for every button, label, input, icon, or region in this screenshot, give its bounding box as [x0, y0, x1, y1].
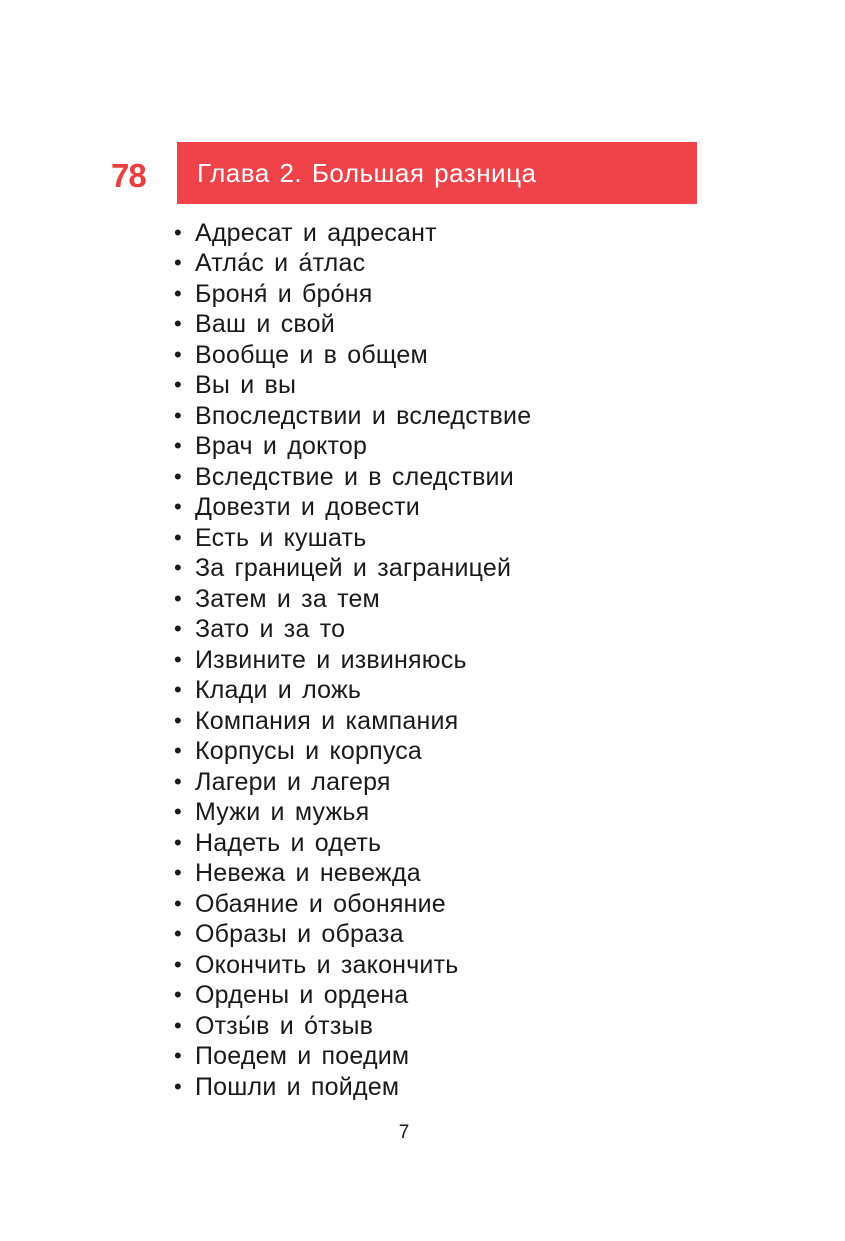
toc-item	[174, 675, 531, 705]
bullet-icon: •	[174, 372, 182, 398]
bullet-icon: •	[174, 250, 182, 276]
toc-item-label: Лагери и лагеря	[195, 767, 391, 796]
bullet-icon: •	[174, 220, 182, 245]
toc-item	[174, 889, 531, 919]
toc-item	[174, 919, 531, 949]
toc-item	[174, 340, 531, 370]
bullet-icon: •	[174, 768, 182, 794]
toc-item	[174, 279, 531, 309]
chapter-title: Глава 2. Большая разница	[197, 158, 537, 188]
toc-item-label: Ордены и ордена	[195, 981, 409, 1010]
toc-item	[174, 645, 531, 675]
bullet-icon: •	[174, 341, 182, 367]
toc-item	[174, 1041, 531, 1071]
toc-item	[174, 767, 531, 797]
bullet-icon: •	[174, 616, 182, 642]
toc-item-label: Затем и за тем	[195, 584, 380, 613]
bullet-icon: •	[174, 433, 182, 459]
toc-item	[174, 248, 531, 278]
bullet-icon: •	[174, 677, 182, 703]
toc-item-label: Корпусы и корпуса	[195, 737, 423, 766]
toc-item-label: Компания и кампания	[195, 706, 459, 735]
bullet-icon: •	[174, 494, 182, 520]
bullet-icon: •	[174, 860, 182, 886]
toc-item	[174, 309, 531, 339]
toc-item-label: Броня́ и бро́ня	[195, 279, 373, 308]
toc-item-label: Ваш и свой	[195, 310, 335, 339]
toc-item	[174, 523, 531, 553]
toc-item	[174, 370, 531, 400]
toc-item	[174, 218, 531, 248]
bullet-icon: •	[174, 280, 182, 306]
toc-item-label: Мужи и мужья	[195, 798, 370, 827]
toc-item	[174, 706, 531, 736]
toc-item-label: Вообще и в общем	[195, 340, 428, 369]
toc-item	[174, 950, 531, 980]
bullet-icon: •	[174, 555, 182, 581]
bullet-icon: •	[174, 890, 182, 916]
bullet-icon: •	[174, 707, 182, 733]
bullet-icon: •	[174, 311, 182, 337]
toc-item-label: Поедем и поедим	[195, 1042, 410, 1071]
bullet-icon: •	[174, 951, 182, 977]
toc-item-label: Впоследствии и вследствие	[195, 401, 532, 430]
bullet-icon: •	[174, 982, 182, 1008]
toc-item	[174, 492, 531, 522]
bullet-icon: •	[174, 1073, 182, 1099]
toc-list	[174, 218, 531, 1102]
toc-item	[174, 401, 531, 431]
toc-item-label: Есть и кушать	[195, 523, 367, 552]
toc-item	[174, 736, 531, 766]
bullet-icon: •	[174, 463, 182, 489]
toc-item-label: Вы и вы	[195, 371, 297, 400]
bullet-icon: •	[174, 524, 182, 550]
toc-item	[174, 1072, 531, 1102]
bullet-icon: •	[174, 1043, 182, 1069]
toc-item	[174, 553, 531, 583]
toc-item-label: За границей и заграницей	[195, 554, 512, 583]
chapter-number: 78	[111, 157, 146, 194]
bullet-icon: •	[174, 585, 182, 611]
toc-item	[174, 431, 531, 461]
toc-item-label: Надеть и одеть	[195, 828, 382, 857]
toc-item-label: Довезти и довести	[195, 493, 420, 522]
toc-item-label: Обаяние и обоняние	[195, 889, 446, 918]
bullet-icon: •	[174, 1012, 182, 1038]
toc-item	[174, 980, 531, 1010]
page-number: 7	[398, 1122, 410, 1143]
bullet-icon: •	[174, 738, 182, 764]
toc-item-label: Невежа и невежда	[195, 859, 421, 888]
toc-item	[174, 797, 531, 827]
toc-item	[174, 584, 531, 614]
toc-item-label: Извините и извиняюсь	[195, 645, 467, 674]
toc-item-label: Зато и за то	[195, 615, 346, 644]
bullet-icon: •	[174, 829, 182, 855]
bullet-icon: •	[174, 799, 182, 825]
toc-item	[174, 858, 531, 888]
toc-item-label: Клади и ложь	[195, 676, 362, 705]
toc-item-label: Образы и образа	[195, 920, 404, 949]
bullet-icon: •	[174, 402, 182, 428]
toc-item	[174, 462, 531, 492]
toc-item-label: Окончить и закончить	[195, 950, 459, 979]
toc-item	[174, 614, 531, 644]
toc-item-label: Пошли и пойдем	[195, 1072, 400, 1101]
toc-item-label: Адресат и адресант	[195, 219, 437, 247]
toc-item-label: Атла́с и а́тлас	[195, 249, 366, 278]
toc-item	[174, 1011, 531, 1041]
toc-item-label: Врач и доктор	[195, 432, 368, 461]
toc-item	[174, 828, 531, 858]
toc-item-label: Отзы́в и о́тзыв	[195, 1011, 374, 1040]
bullet-icon: •	[174, 646, 182, 672]
bullet-icon: •	[174, 921, 182, 947]
toc-item-label: Вследствие и в следствии	[195, 462, 514, 491]
